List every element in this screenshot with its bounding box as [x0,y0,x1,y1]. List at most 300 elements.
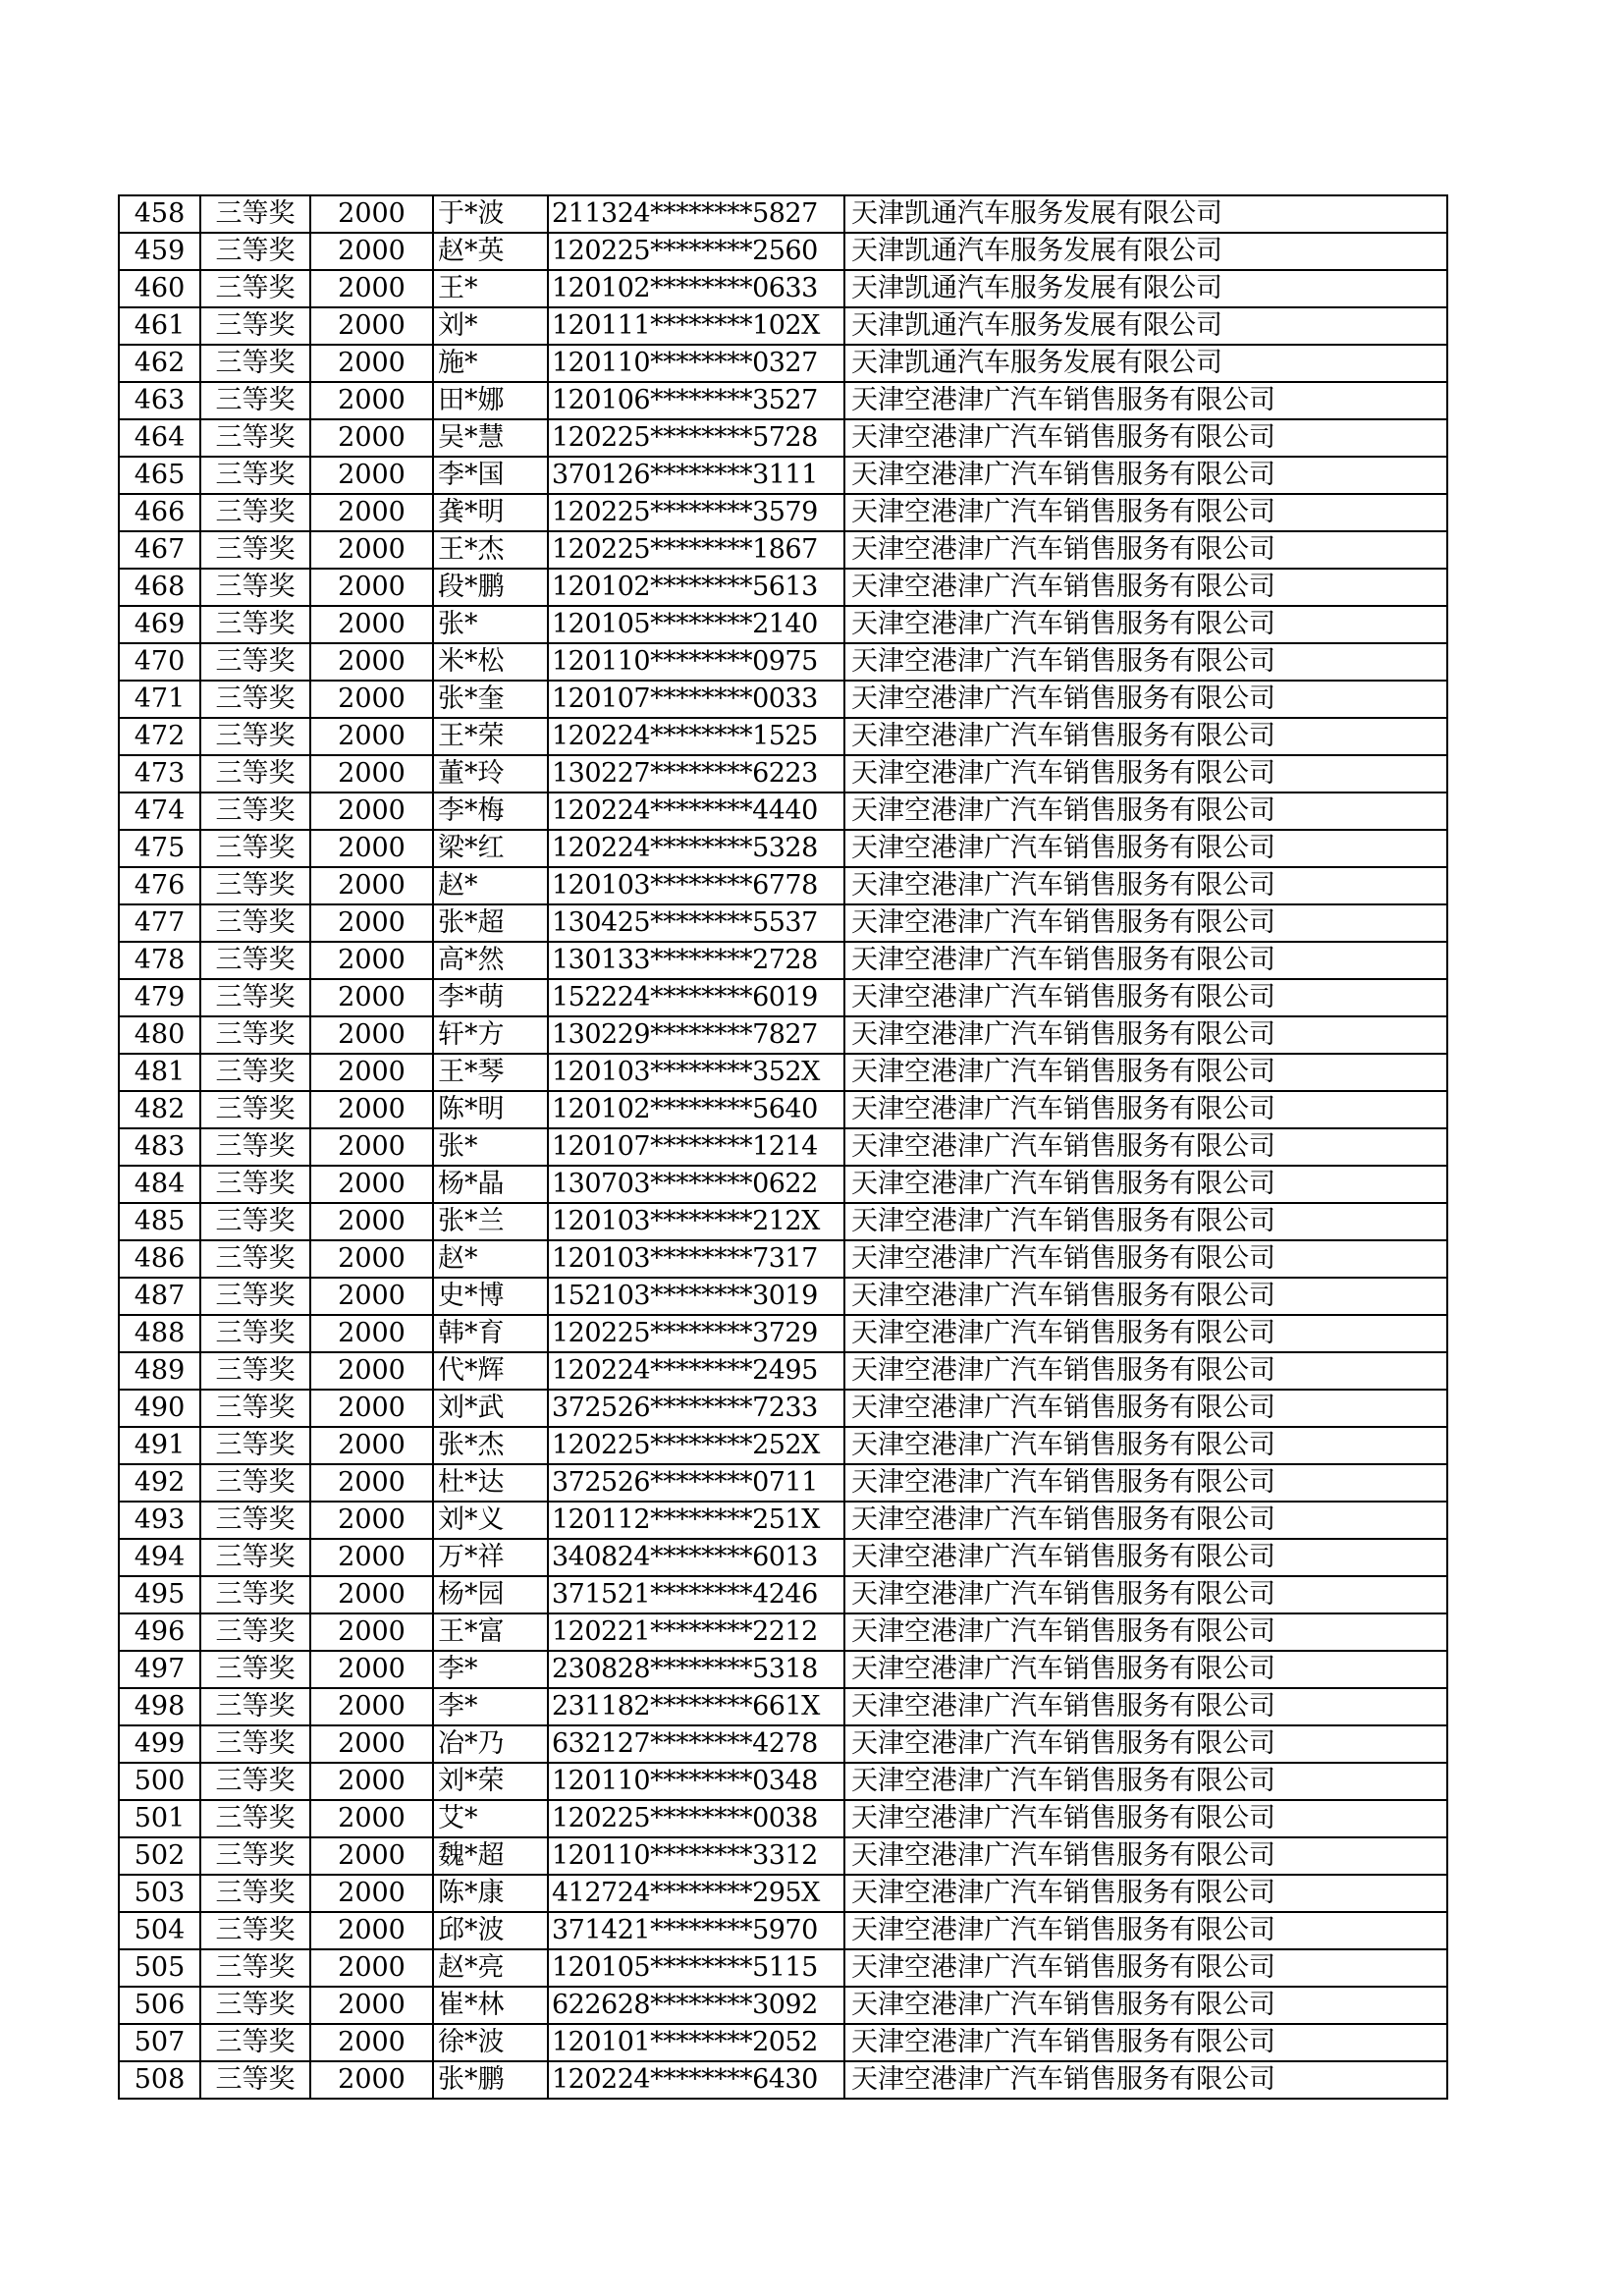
winner-name: 王*琴 [433,1054,548,1091]
prize-amount: 2000 [310,1352,433,1390]
prize-amount: 2000 [310,1539,433,1576]
winner-name: 段*鹏 [433,569,548,606]
prize-level: 三等奖 [200,345,310,382]
company-name: 天津凯通汽车服务发展有限公司 [844,270,1447,307]
table-row [119,1912,1447,1949]
prize-level: 三等奖 [200,1016,310,1054]
row-number: 502 [119,1837,200,1875]
winner-name: 张*杰 [433,1427,548,1464]
row-number: 466 [119,494,200,531]
prize-amount: 2000 [310,1688,433,1725]
table-row [119,1352,1447,1390]
row-number: 508 [119,2061,200,2099]
table-row [119,233,1447,270]
masked-id-number: 120225********1867 [548,531,844,569]
prize-amount: 2000 [310,718,433,755]
prize-level: 三等奖 [200,2024,310,2061]
winner-name: 李* [433,1651,548,1688]
table-row [119,1651,1447,1688]
table-row [119,904,1447,942]
company-name: 天津空港津广汽车销售服务有限公司 [844,904,1447,942]
prize-level: 三等奖 [200,681,310,718]
prize-amount: 2000 [310,1278,433,1315]
table-row [119,1016,1447,1054]
company-name: 天津空港津广汽车销售服务有限公司 [844,1613,1447,1651]
table-row [119,345,1447,382]
prize-level: 三等奖 [200,867,310,904]
table-row [119,1875,1447,1912]
masked-id-number: 120225********5728 [548,419,844,457]
company-name: 天津空港津广汽车销售服务有限公司 [844,755,1447,793]
masked-id-number: 130227********6223 [548,755,844,793]
masked-id-number: 370126********3111 [548,457,844,494]
company-name: 天津空港津广汽车销售服务有限公司 [844,494,1447,531]
winner-name: 董*玲 [433,755,548,793]
prize-amount: 2000 [310,1837,433,1875]
prize-level: 三等奖 [200,1502,310,1539]
row-number: 498 [119,1688,200,1725]
row-number: 490 [119,1390,200,1427]
prize-level: 三等奖 [200,1912,310,1949]
winner-name: 田*娜 [433,382,548,419]
winner-name: 赵* [433,867,548,904]
row-number: 470 [119,643,200,681]
table-row [119,1390,1447,1427]
company-name: 天津空港津广汽车销售服务有限公司 [844,1315,1447,1352]
table-row [119,830,1447,867]
winner-name: 杨*晶 [433,1166,548,1203]
row-number: 507 [119,2024,200,2061]
prize-level: 三等奖 [200,1651,310,1688]
prize-level: 三等奖 [200,793,310,830]
masked-id-number: 130133********2728 [548,942,844,979]
company-name: 天津空港津广汽车销售服务有限公司 [844,1875,1447,1912]
row-number: 487 [119,1278,200,1315]
winner-name: 杨*园 [433,1576,548,1613]
prize-level: 三等奖 [200,1688,310,1725]
table-row [119,681,1447,718]
table-row [119,1502,1447,1539]
table-row [119,1949,1447,1987]
prize-level: 三等奖 [200,979,310,1016]
prize-amount: 2000 [310,755,433,793]
table-row [119,419,1447,457]
masked-id-number: 120224********1525 [548,718,844,755]
prize-amount: 2000 [310,830,433,867]
masked-id-number: 120221********2212 [548,1613,844,1651]
prize-level: 三等奖 [200,1800,310,1837]
winner-name: 张*超 [433,904,548,942]
prize-level: 三等奖 [200,233,310,270]
prize-amount: 2000 [310,195,433,233]
row-number: 500 [119,1763,200,1800]
winner-name: 万*祥 [433,1539,548,1576]
row-number: 478 [119,942,200,979]
prize-amount: 2000 [310,1390,433,1427]
winner-name: 张*奎 [433,681,548,718]
company-name: 天津空港津广汽车销售服务有限公司 [844,1091,1447,1128]
masked-id-number: 120110********3312 [548,1837,844,1875]
winner-name: 施* [433,345,548,382]
prize-level: 三等奖 [200,270,310,307]
company-name: 天津空港津广汽车销售服务有限公司 [844,382,1447,419]
prize-amount: 2000 [310,1240,433,1278]
masked-id-number: 231182********661X [548,1688,844,1725]
winner-name: 崔*林 [433,1987,548,2024]
table-row [119,1427,1447,1464]
table-row [119,1539,1447,1576]
masked-id-number: 120102********5613 [548,569,844,606]
winner-name: 于*波 [433,195,548,233]
prize-level: 三等奖 [200,1203,310,1240]
prize-amount: 2000 [310,1464,433,1502]
company-name: 天津空港津广汽车销售服务有限公司 [844,1651,1447,1688]
company-name: 天津空港津广汽车销售服务有限公司 [844,1166,1447,1203]
prize-level: 三等奖 [200,830,310,867]
winner-name: 张*鹏 [433,2061,548,2099]
prize-amount: 2000 [310,1166,433,1203]
company-name: 天津空港津广汽车销售服务有限公司 [844,1278,1447,1315]
masked-id-number: 120225********3729 [548,1315,844,1352]
company-name: 天津空港津广汽车销售服务有限公司 [844,979,1447,1016]
masked-id-number: 130229********7827 [548,1016,844,1054]
prize-level: 三等奖 [200,1837,310,1875]
prize-amount: 2000 [310,643,433,681]
row-number: 479 [119,979,200,1016]
company-name: 天津空港津广汽车销售服务有限公司 [844,1800,1447,1837]
table-row [119,867,1447,904]
row-number: 499 [119,1725,200,1763]
table-row [119,1240,1447,1278]
masked-id-number: 120224********5328 [548,830,844,867]
table-row [119,1763,1447,1800]
company-name: 天津空港津广汽车销售服务有限公司 [844,606,1447,643]
company-name: 天津空港津广汽车销售服务有限公司 [844,1464,1447,1502]
winner-name: 轩*方 [433,1016,548,1054]
prize-amount: 2000 [310,1016,433,1054]
row-number: 501 [119,1800,200,1837]
company-name: 天津空港津广汽车销售服务有限公司 [844,718,1447,755]
table-row [119,457,1447,494]
row-number: 488 [119,1315,200,1352]
prize-level: 三等奖 [200,1987,310,2024]
company-name: 天津空港津广汽车销售服务有限公司 [844,1203,1447,1240]
masked-id-number: 120225********3579 [548,494,844,531]
row-number: 471 [119,681,200,718]
masked-id-number: 120224********4440 [548,793,844,830]
row-number: 494 [119,1539,200,1576]
company-name: 天津空港津广汽车销售服务有限公司 [844,867,1447,904]
masked-id-number: 211324********5827 [548,195,844,233]
row-number: 463 [119,382,200,419]
row-number: 497 [119,1651,200,1688]
row-number: 484 [119,1166,200,1203]
row-number: 482 [119,1091,200,1128]
row-number: 474 [119,793,200,830]
masked-id-number: 230828********5318 [548,1651,844,1688]
prize-amount: 2000 [310,904,433,942]
company-name: 天津凯通汽车服务发展有限公司 [844,233,1447,270]
company-name: 天津空港津广汽车销售服务有限公司 [844,1016,1447,1054]
masked-id-number: 120106********3527 [548,382,844,419]
prize-amount: 2000 [310,1054,433,1091]
row-number: 461 [119,307,200,345]
prize-amount: 2000 [310,1763,433,1800]
prize-level: 三等奖 [200,755,310,793]
masked-id-number: 120107********0033 [548,681,844,718]
table-row [119,643,1447,681]
table-row [119,569,1447,606]
table-row [119,1128,1447,1166]
masked-id-number: 120103********352X [548,1054,844,1091]
row-number: 472 [119,718,200,755]
masked-id-number: 632127********4278 [548,1725,844,1763]
winner-name: 刘* [433,307,548,345]
prize-level: 三等奖 [200,1875,310,1912]
row-number: 476 [119,867,200,904]
row-number: 475 [119,830,200,867]
table-row [119,270,1447,307]
masked-id-number: 120112********251X [548,1502,844,1539]
masked-id-number: 120110********0327 [548,345,844,382]
table-row [119,1837,1447,1875]
table-row [119,531,1447,569]
row-number: 465 [119,457,200,494]
prize-amount: 2000 [310,382,433,419]
row-number: 503 [119,1875,200,1912]
winner-name: 王* [433,270,548,307]
prize-level: 三等奖 [200,1427,310,1464]
company-name: 天津空港津广汽车销售服务有限公司 [844,1576,1447,1613]
prize-level: 三等奖 [200,382,310,419]
prize-level: 三等奖 [200,606,310,643]
company-name: 天津空港津广汽车销售服务有限公司 [844,531,1447,569]
winner-name: 赵* [433,1240,548,1278]
winner-name: 高*然 [433,942,548,979]
prize-amount: 2000 [310,1987,433,2024]
prize-amount: 2000 [310,457,433,494]
prize-amount: 2000 [310,307,433,345]
prize-amount: 2000 [310,1875,433,1912]
prize-level: 三等奖 [200,1390,310,1427]
table-row [119,1987,1447,2024]
prize-amount: 2000 [310,2061,433,2099]
prize-amount: 2000 [310,942,433,979]
masked-id-number: 120107********1214 [548,1128,844,1166]
prize-level: 三等奖 [200,904,310,942]
masked-id-number: 371421********5970 [548,1912,844,1949]
prize-amount: 2000 [310,1315,433,1352]
prize-amount: 2000 [310,1128,433,1166]
table-row [119,195,1447,233]
prize-amount: 2000 [310,494,433,531]
prize-amount: 2000 [310,1613,433,1651]
winner-name: 王*杰 [433,531,548,569]
company-name: 天津凯通汽车服务发展有限公司 [844,195,1447,233]
winner-name: 王*富 [433,1613,548,1651]
masked-id-number: 120224********6430 [548,2061,844,2099]
table-row [119,1278,1447,1315]
table-row [119,1464,1447,1502]
prize-amount: 2000 [310,867,433,904]
row-number: 504 [119,1912,200,1949]
company-name: 天津空港津广汽车销售服务有限公司 [844,1725,1447,1763]
table-row [119,1800,1447,1837]
prize-level: 三等奖 [200,942,310,979]
company-name: 天津空港津广汽车销售服务有限公司 [844,1502,1447,1539]
winner-name: 冶*乃 [433,1725,548,1763]
masked-id-number: 120105********5115 [548,1949,844,1987]
masked-id-number: 120225********2560 [548,233,844,270]
row-number: 489 [119,1352,200,1390]
masked-id-number: 130425********5537 [548,904,844,942]
winner-name: 史*博 [433,1278,548,1315]
masked-id-number: 130703********0622 [548,1166,844,1203]
row-number: 493 [119,1502,200,1539]
prize-level: 三等奖 [200,1763,310,1800]
masked-id-number: 372526********0711 [548,1464,844,1502]
company-name: 天津空港津广汽车销售服务有限公司 [844,1128,1447,1166]
company-name: 天津空港津广汽车销售服务有限公司 [844,569,1447,606]
winner-name: 邱*波 [433,1912,548,1949]
row-number: 495 [119,1576,200,1613]
table-row [119,1613,1447,1651]
row-number: 462 [119,345,200,382]
winner-name: 米*松 [433,643,548,681]
row-number: 468 [119,569,200,606]
winner-name: 吴*慧 [433,419,548,457]
winner-name: 代*辉 [433,1352,548,1390]
winner-name: 陈*康 [433,1875,548,1912]
table-row [119,382,1447,419]
masked-id-number: 340824********6013 [548,1539,844,1576]
prize-amount: 2000 [310,2024,433,2061]
winner-name: 张* [433,1128,548,1166]
masked-id-number: 622628********3092 [548,1987,844,2024]
prize-level: 三等奖 [200,419,310,457]
prize-amount: 2000 [310,1091,433,1128]
table-row [119,1725,1447,1763]
row-number: 485 [119,1203,200,1240]
prize-amount: 2000 [310,681,433,718]
masked-id-number: 152224********6019 [548,979,844,1016]
table-row [119,494,1447,531]
winner-name: 张* [433,606,548,643]
masked-id-number: 120102********0633 [548,270,844,307]
table-row [119,979,1447,1016]
row-number: 469 [119,606,200,643]
prize-level: 三等奖 [200,1128,310,1166]
prize-level: 三等奖 [200,1539,310,1576]
row-number: 473 [119,755,200,793]
table-row [119,606,1447,643]
prize-amount: 2000 [310,606,433,643]
winner-name: 刘*荣 [433,1763,548,1800]
company-name: 天津空港津广汽车销售服务有限公司 [844,1539,1447,1576]
company-name: 天津空港津广汽车销售服务有限公司 [844,1763,1447,1800]
table-row [119,1203,1447,1240]
row-number: 460 [119,270,200,307]
prize-amount: 2000 [310,1800,433,1837]
table-row [119,1091,1447,1128]
masked-id-number: 120101********2052 [548,2024,844,2061]
masked-id-number: 412724********295X [548,1875,844,1912]
table-row [119,755,1447,793]
company-name: 天津空港津广汽车销售服务有限公司 [844,419,1447,457]
winner-name: 梁*红 [433,830,548,867]
winner-name: 艾* [433,1800,548,1837]
company-name: 天津空港津广汽车销售服务有限公司 [844,1054,1447,1091]
company-name: 天津空港津广汽车销售服务有限公司 [844,2061,1447,2099]
company-name: 天津空港津广汽车销售服务有限公司 [844,681,1447,718]
prize-amount: 2000 [310,270,433,307]
masked-id-number: 120103********212X [548,1203,844,1240]
company-name: 天津空港津广汽车销售服务有限公司 [844,1987,1447,2024]
row-number: 492 [119,1464,200,1502]
prize-level: 三等奖 [200,718,310,755]
company-name: 天津空港津广汽车销售服务有限公司 [844,793,1447,830]
prize-level: 三等奖 [200,1576,310,1613]
prize-amount: 2000 [310,345,433,382]
company-name: 天津凯通汽车服务发展有限公司 [844,307,1447,345]
masked-id-number: 120103********6778 [548,867,844,904]
winner-name: 赵*英 [433,233,548,270]
prize-level: 三等奖 [200,457,310,494]
row-number: 486 [119,1240,200,1278]
prize-amount: 2000 [310,1576,433,1613]
masked-id-number: 120225********0038 [548,1800,844,1837]
winner-name: 张*兰 [433,1203,548,1240]
masked-id-number: 120224********2495 [548,1352,844,1390]
row-number: 505 [119,1949,200,1987]
company-name: 天津空港津广汽车销售服务有限公司 [844,457,1447,494]
company-name: 天津空港津广汽车销售服务有限公司 [844,1427,1447,1464]
prize-level: 三等奖 [200,1725,310,1763]
company-name: 天津空港津广汽车销售服务有限公司 [844,1912,1447,1949]
winner-name: 韩*育 [433,1315,548,1352]
row-number: 464 [119,419,200,457]
prize-level: 三等奖 [200,1949,310,1987]
winner-name: 赵*亮 [433,1949,548,1987]
prize-amount: 2000 [310,1427,433,1464]
prize-level: 三等奖 [200,1315,310,1352]
masked-id-number: 120102********5640 [548,1091,844,1128]
table-row [119,2024,1447,2061]
company-name: 天津空港津广汽车销售服务有限公司 [844,643,1447,681]
company-name: 天津空港津广汽车销售服务有限公司 [844,1390,1447,1427]
prize-amount: 2000 [310,1949,433,1987]
row-number: 458 [119,195,200,233]
table-row [119,1576,1447,1613]
prize-level: 三等奖 [200,494,310,531]
prize-level: 三等奖 [200,1091,310,1128]
prize-level: 三等奖 [200,531,310,569]
prize-amount: 2000 [310,1203,433,1240]
company-name: 天津空港津广汽车销售服务有限公司 [844,1837,1447,1875]
row-number: 459 [119,233,200,270]
table-row [119,307,1447,345]
prize-level: 三等奖 [200,1464,310,1502]
company-name: 天津空港津广汽车销售服务有限公司 [844,2024,1447,2061]
prize-level: 三等奖 [200,1240,310,1278]
company-name: 天津空港津广汽车销售服务有限公司 [844,1352,1447,1390]
prize-level: 三等奖 [200,569,310,606]
company-name: 天津凯通汽车服务发展有限公司 [844,345,1447,382]
prize-level: 三等奖 [200,643,310,681]
prize-amount: 2000 [310,531,433,569]
table-row [119,718,1447,755]
row-number: 467 [119,531,200,569]
